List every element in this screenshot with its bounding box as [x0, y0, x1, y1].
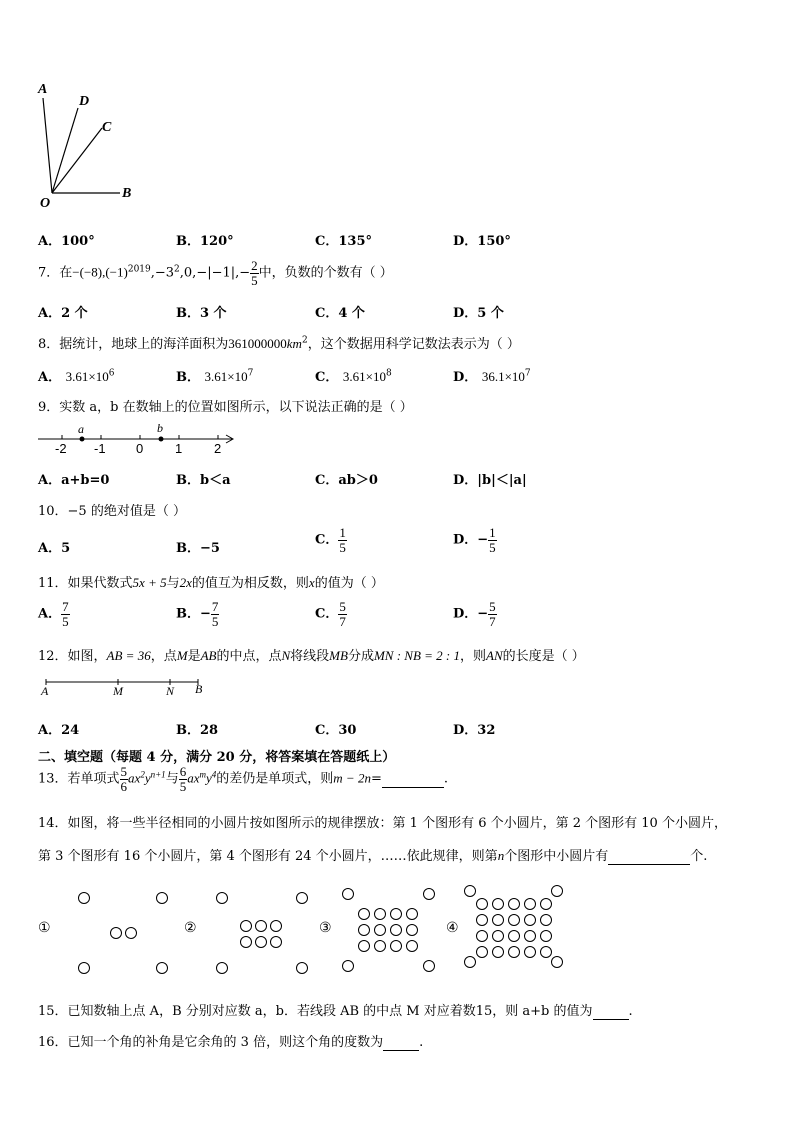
- q12-option-b: B．28: [176, 723, 219, 738]
- q11-option-a: A． $\frac{7}{5}$: [38, 599, 69, 629]
- q12-option-a: A．24: [38, 723, 80, 738]
- q10-stem: 10．−5 的绝对值是（ ）: [38, 504, 186, 519]
- circle-piece: [540, 946, 552, 958]
- circle-piece: [358, 908, 370, 920]
- q7-option-a: A．2 个: [38, 306, 88, 321]
- circle-piece: [406, 940, 418, 952]
- circle-piece: [464, 885, 476, 897]
- circle-piece: [406, 908, 418, 920]
- q7-stem: 7．在$-(-8),(-1)^{2019},-3^2,0,-|-1|,-$ $\frac{2}{5}$ 中，负数的个数有（ ）: [38, 258, 393, 288]
- q7-option-d: D．5 个: [453, 306, 504, 321]
- circle-piece: [524, 946, 536, 958]
- circle-piece: [540, 898, 552, 910]
- circle-piece: [508, 946, 520, 958]
- circle-piece: [476, 914, 488, 926]
- answer-blank[interactable]: [593, 1004, 629, 1020]
- tick-label: 1: [175, 441, 183, 456]
- segment-label-a: A: [41, 684, 49, 698]
- circle-piece: [524, 930, 536, 942]
- circle-piece: [374, 908, 386, 920]
- circle-piece: [423, 888, 435, 900]
- circle-piece: [255, 920, 267, 932]
- q10-option-b: B．−5: [176, 541, 220, 556]
- q8-option-c: C． $3.61\times 10^8$: [315, 368, 392, 385]
- circle-piece: [423, 960, 435, 972]
- circle-pattern-figure: [30, 880, 570, 980]
- q6-option-b: B．120°: [176, 234, 234, 249]
- q9-option-b: B．b＜a: [176, 473, 231, 488]
- circle-piece: [508, 914, 520, 926]
- figure-label-4: ④: [446, 920, 459, 936]
- circle-piece: [240, 936, 252, 948]
- q6-option-c: C．135°: [315, 234, 372, 249]
- circle-piece: [476, 946, 488, 958]
- segment-label-b: B: [195, 682, 203, 696]
- q15-stem: 15．已知数轴上点 A，B 分别对应数 a，b．若线段 AB 的中点 M 对应着数15，则 a+b 的值为 .: [38, 1004, 633, 1019]
- circle-piece: [110, 927, 122, 939]
- q8-option-d: D． $36.1\times 10^7$: [453, 368, 531, 385]
- circle-piece: [358, 940, 370, 952]
- q11-option-d: D．− $\frac{5}{7}$: [453, 599, 496, 629]
- q9-option-d: D．|b|＜|a|: [453, 473, 527, 488]
- point-a-label: a: [78, 422, 84, 436]
- circle-piece: [296, 962, 308, 974]
- point-label-b: B: [122, 186, 132, 201]
- point-label-o: O: [40, 196, 51, 211]
- circle-piece: [551, 956, 563, 968]
- answer-blank[interactable]: [608, 849, 690, 865]
- q14-line2: 第 3 个图形有 16 个小圆片，第 4 个图形有 24 个小圆片，……依此规律，则第n个图形中小圆片有 个.: [38, 848, 708, 864]
- point-label-d: D: [79, 94, 90, 109]
- q12-option-d: D．32: [453, 723, 496, 738]
- q11-option-c: C． $\frac{5}{7}$: [315, 599, 346, 629]
- circle-piece: [551, 885, 563, 897]
- circle-piece: [78, 962, 90, 974]
- segment-line: [38, 674, 208, 700]
- q9-option-c: C．ab＞0: [315, 473, 378, 488]
- circle-piece: [492, 930, 504, 942]
- q8-option-a: A． $3.61\times 10^6$: [38, 368, 115, 385]
- circle-piece: [464, 956, 476, 968]
- circle-piece: [508, 930, 520, 942]
- q13-stem: 13．若单项式 $\frac{5}{6}$ $ax^2y^{n+1}$与 $\frac{6}{5}$ $ax^my^4$的差仍是单项式，则m − 2n= .: [38, 764, 448, 794]
- figure-label-2: ②: [184, 920, 197, 936]
- circle-piece: [390, 908, 402, 920]
- tick-label: -2: [55, 441, 67, 456]
- figure-label-1: ①: [38, 920, 51, 936]
- tick-label: -1: [94, 441, 106, 456]
- circle-piece: [524, 898, 536, 910]
- circle-piece: [78, 892, 90, 904]
- q8-stem: 8．据统计，地球上的海洋面积为$361000000km^2$，这个数据用科学记数法表示为（ ）: [38, 335, 520, 352]
- circle-piece: [390, 924, 402, 936]
- circle-piece: [270, 936, 282, 948]
- q6-option-a: A．100°: [38, 234, 95, 249]
- q12-stem: 12．如图，AB = 36，点M是AB的中点，点N将线段MB分成MN : NB = 2 : 1，则AN的长度是（ ）: [38, 648, 585, 664]
- q10-option-d: D．− $\frac{1}{5}$: [453, 525, 496, 555]
- segment-label-m: M: [113, 684, 123, 698]
- circle-piece: [296, 892, 308, 904]
- circle-piece: [374, 940, 386, 952]
- point-label-c: C: [102, 120, 112, 135]
- angle-figure: [34, 80, 144, 215]
- number-line-figure: [36, 420, 241, 460]
- circle-piece: [216, 962, 228, 974]
- section-heading: 二、填空题（每题 4 分，满分 20 分，将答案填在答题纸上）: [38, 750, 396, 765]
- point-b-label: b: [157, 421, 163, 435]
- circle-piece: [508, 898, 520, 910]
- q7-option-b: B．3 个: [176, 306, 227, 321]
- circle-piece: [540, 930, 552, 942]
- circle-piece: [358, 924, 370, 936]
- q10-option-a: A．5: [38, 541, 71, 556]
- q10-option-c: C． $\frac{1}{5}$: [315, 525, 346, 555]
- q9-stem: 9．实数 a，b 在数轴上的位置如图所示，以下说法正确的是（ ）: [38, 400, 413, 415]
- circle-piece: [240, 920, 252, 932]
- point-label-a: A: [38, 82, 48, 97]
- circle-piece: [216, 892, 228, 904]
- q8-option-b: B． $3.61\times 10^7$: [176, 368, 254, 385]
- circle-piece: [540, 914, 552, 926]
- q16-stem: 16．已知一个角的补角是它余角的 3 倍，则这个角的度数为 .: [38, 1035, 424, 1050]
- circle-piece: [492, 898, 504, 910]
- answer-blank[interactable]: [383, 1035, 419, 1051]
- q14-line1: 14．如图，将一些半径相同的小圆片按如图所示的规律摆放：第 1 个图形有 6 个小圆片，第 2 个图形有 10 个小圆片，: [38, 816, 727, 831]
- q7-option-c: C．4 个: [315, 306, 365, 321]
- q12-option-c: C．30: [315, 723, 357, 738]
- circle-piece: [156, 962, 168, 974]
- circle-piece: [374, 924, 386, 936]
- circle-piece: [390, 940, 402, 952]
- segment-label-n: N: [166, 684, 175, 698]
- circle-piece: [476, 898, 488, 910]
- circle-piece: [476, 930, 488, 942]
- circle-piece: [125, 927, 137, 939]
- circle-piece: [492, 946, 504, 958]
- circle-piece: [342, 888, 354, 900]
- circle-piece: [270, 920, 282, 932]
- q6-option-d: D．150°: [453, 234, 511, 249]
- circle-piece: [406, 924, 418, 936]
- q11-option-b: B．− $\frac{7}{5}$: [176, 599, 219, 629]
- circle-piece: [255, 936, 267, 948]
- circle-piece: [524, 914, 536, 926]
- circle-piece: [492, 914, 504, 926]
- segment-figure: [38, 674, 208, 700]
- q9-option-a: A．a+b=0: [38, 473, 110, 488]
- q11-stem: 11．如果代数式5x + 5与2x的值互为相反数，则x的值为（ ）: [38, 575, 384, 591]
- tick-label: 0: [136, 441, 144, 456]
- answer-blank[interactable]: [382, 772, 444, 788]
- circle-piece: [156, 892, 168, 904]
- circle-piece: [342, 960, 354, 972]
- tick-label: 2: [214, 441, 222, 456]
- figure-label-3: ③: [319, 920, 332, 936]
